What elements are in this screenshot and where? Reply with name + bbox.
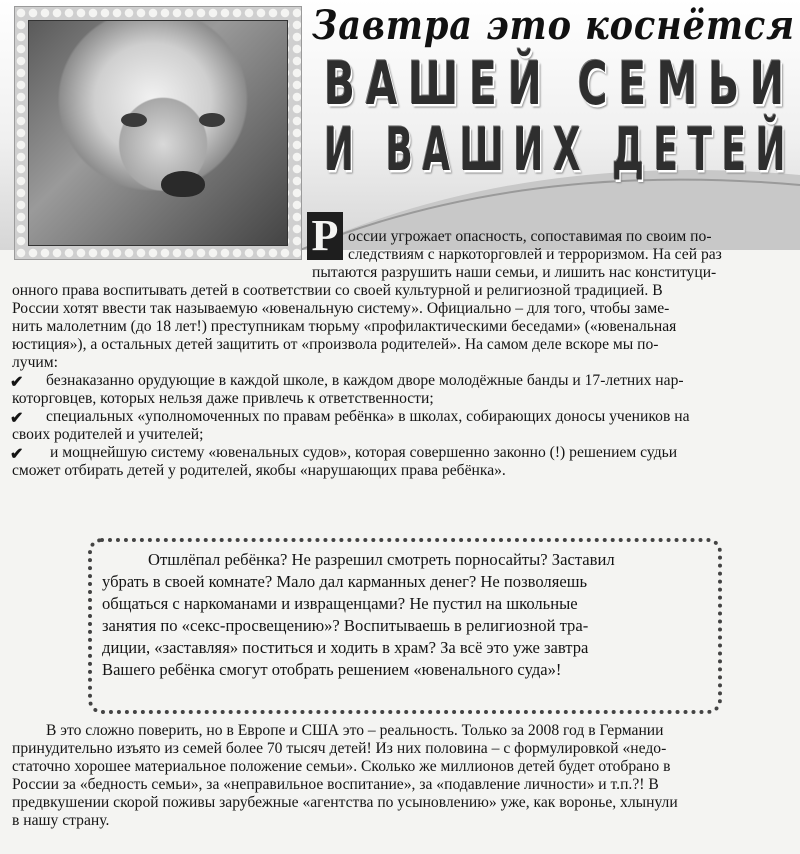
closing-line: В это сложно поверить, но в Европе и США это – реальность. Только за 2008 год в Германии [46,722,664,739]
callout-line: Вашего ребёнка смогут отобрать решением «ювенального суда»! [102,660,562,679]
photo-eye-right [199,113,225,127]
intro-line: лучим: [12,354,58,371]
intro-line: пытаются разрушить наши семьи, и лишить нас конституци- [312,264,717,281]
intro-line: России хотят ввести так называемую «ювенальную систему». Официально – для того, чтобы заме- [12,300,670,317]
crying-child-photo [28,20,288,246]
callout-line: Отшлёпал ребёнка? Не разрешил смотреть порносайты? Заставил [148,550,615,569]
closing-line: в нашу страну. [12,812,110,829]
intro-line: следствиям с наркоторговлей и терроризмом. На сей раз [348,246,722,263]
headline-line-1: Завтра это коснётся [312,2,796,49]
callout-line: общаться с наркоманами и извращенцами? Не пустил на школьные [102,594,578,613]
bullet-line: специальных «уполномоченных по правам ребёнка» в школах, собирающих доносы учеников на [46,408,690,425]
closing-line: статочно хорошее материальное положение семьи». Сколько же миллионов детей будет отобрано в [12,758,671,775]
bullet-line: сможет отбирать детей у родителей, якобы «нарушающих права ребёнка». [12,462,506,479]
bullet-line: безнаказанно орудующие в каждой школе, в каждом дворе молодёжные банды и 17-летних нар- [46,372,684,389]
check-icon: ✔ [10,410,24,427]
headline-line-2: ВАШЕЙ СЕМЬИ [324,50,796,119]
bullet-line: которговцев, которых нельзя даже привлечь к ответственности; [12,390,434,407]
callout-line: диции, «заставляя» поститься и ходить в храм? За всё это уже завтра [102,638,589,657]
intro-line: юстиция»), а остальных детей защитить от «произвола родителей». На самом деле вскоре мы по- [12,336,659,353]
closing-line: принудительно изъято из семей более 70 тысяч детей! Из них половина – с формулировкой «недо- [12,740,667,757]
headline-line-3: И ВАШИХ ДЕТЕЙ [324,116,796,185]
bullet-line: и мощнейшую систему «ювенальных судов», которая совершенно законно (!) решением судьи [50,444,678,461]
check-icon: ✔ [10,446,24,463]
photo-mouth [161,171,205,197]
bullet-line: своих родителей и учителей; [12,426,204,443]
closing-line: России за «бедность семьи», за «неправильное воспитание», за «подавление личности» и т.п.?! В [12,776,659,793]
drop-cap: Р [307,212,343,260]
intro-line: онного права воспитывать детей в соответствии со своей культурной и религиозной традицией. В [12,282,663,299]
check-icon: ✔ [10,374,24,391]
photo-eye-left [121,113,147,127]
intro-line: оссии угрожает опасность, сопоставимая по своим по- [348,228,712,245]
intro-line: нить малолетним (до 18 лет!) преступникам тюрьму «профилактическими беседами» («ювенальная [12,318,677,335]
callout-line: занятия по «секс-просвещению»? Воспитываешь в религиозной тра- [102,616,589,635]
closing-line: предвкушении скорой поживы зарубежные «агентства по усыновлению» уже, как воронье, хлынули [12,794,678,811]
callout-line: убрать в своей комнате? Мало дал карманных денег? Не позволяешь [102,572,588,591]
